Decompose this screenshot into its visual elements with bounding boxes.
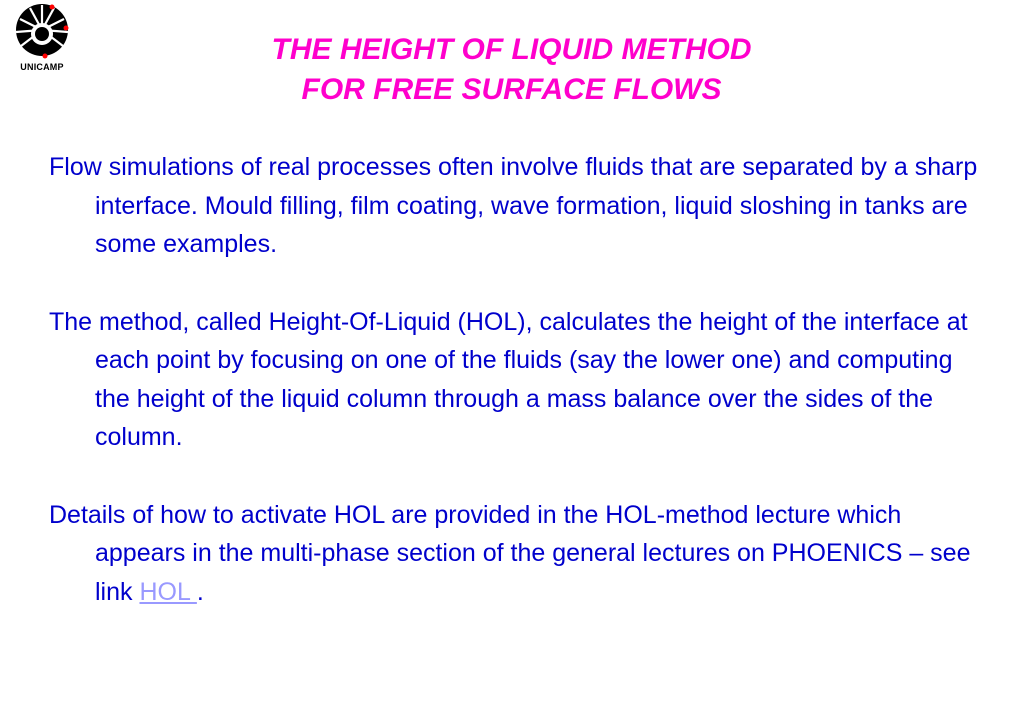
slide-title (0, 30, 1023, 110)
paragraph-1: Flow simulations of real processes often involve fluids that are separated by a sharp interface. Mould filling, film coating, wave formation, liquid sloshing in tanks are some examples. (49, 153, 978, 258)
paragraph-2: The method, called Height-Of-Liquid (HOL), calculates the height of the interface at each point by focusing on one of the fluids (say the lower one) and computing the height of the liquid column through a mass balance over the sides of the column. (49, 307, 968, 451)
paragraph-3 (49, 496, 979, 612)
hol-link[interactable]: HOL (139, 577, 197, 606)
logo-text: UNICAMP (20, 62, 64, 72)
slide-body (49, 148, 979, 611)
paragraph-3-text: Details of how to activate HOL are provided in the HOL-method lecture which appears in the multi-phase section of the general lectures on PHOENICS – see link (49, 500, 971, 606)
paragraph-3-suffix: . (196, 577, 204, 606)
title-line-1: THE HEIGHT OF LIQUID METHOD (271, 33, 752, 66)
title-line-2: FOR FREE SURFACE FLOWS (301, 73, 722, 106)
